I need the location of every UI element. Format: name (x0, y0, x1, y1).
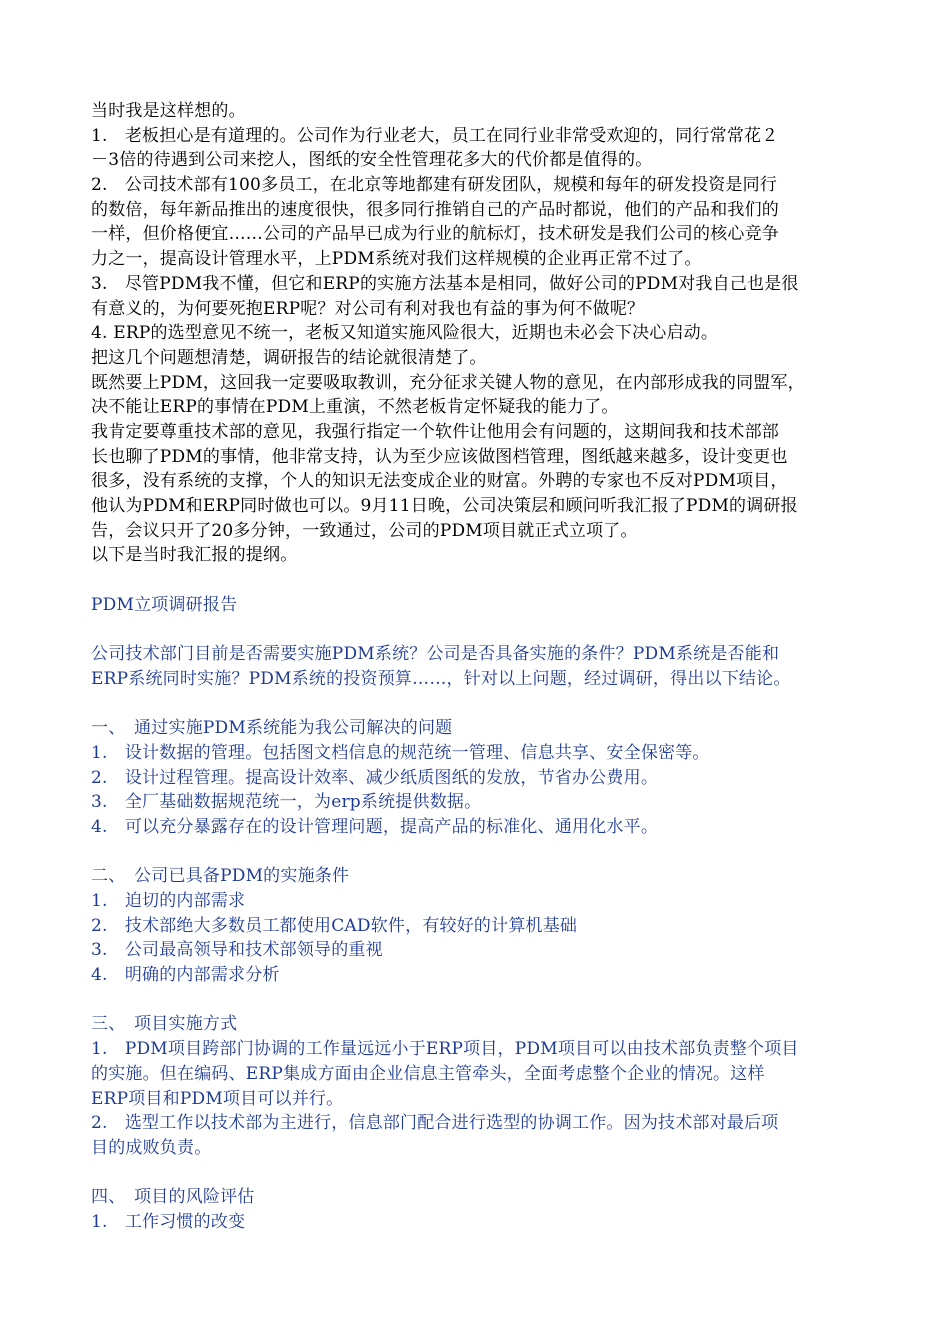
paragraph-line: 当时我是这样想的。 (91, 101, 246, 121)
section-conditions (91, 864, 861, 987)
report-summary (91, 642, 861, 691)
paragraph-line: 我肯定要尊重技术部的意见，我强行指定一个软件让他用会有问题的，这期间我和技术部部 (91, 421, 779, 442)
summary-line: 公司技术部门目前是否需要实施PDM系统？公司是否具备实施的条件？PDM系统是否能和 (91, 644, 780, 665)
spacer (91, 617, 861, 642)
paragraph-line: 2. 公司技术部有100多员工，在北京等地都建有研发团队，规模和每年的研发投资是同行 (91, 175, 778, 196)
paragraph-line: 一样，但价格便宜……公司的产品早已成为行业的航标灯，技术研发是我们公司的核心竞争 (91, 224, 779, 245)
list-item: 1. 工作习惯的改变 (91, 1211, 246, 1232)
spacer (91, 988, 861, 1013)
section-risk (91, 1185, 861, 1234)
list-item: 2. 选型工作以技术部为主进行，信息部门配合进行选型的协调工作。因为技术部对最后项 (91, 1113, 779, 1134)
list-item: 3. 全厂基础数据规范统一，为erp系统提供数据。 (91, 792, 482, 813)
list-item: 2. 设计过程管理。提高设计效率、减少纸质图纸的发放，节省办公费用。 (91, 767, 659, 788)
list-item: 1. PDM项目跨部门协调的工作量远远小于ERP项目，PDM项目可以由技术部负责整个项目 (91, 1039, 799, 1060)
section-implementation (91, 1012, 861, 1160)
section-problems (91, 716, 861, 839)
list-item: 4. 可以充分暴露存在的设计管理问题，提高产品的标准化、通用化水平。 (91, 816, 659, 837)
paragraph-line: －3倍的待遇到公司来挖人，图纸的安全性管理花多大的代价都是值得的。 (91, 150, 653, 171)
paragraph-line: 有意义的，为何要死抱ERP呢？对公司有利对我也有益的事为何不做呢？ (91, 298, 645, 319)
section-heading: 一、 通过实施PDM系统能为我公司解决的问题 (91, 718, 453, 739)
paragraph-line: 很多，没有系统的支撑，个人的知识无法变成企业的财富。外聘的专家也不反对PDM项目， (91, 471, 788, 492)
paragraph-line: 力之一，提高设计管理水平，上PDM系统对我们这样规模的企业再正常不过了。 (91, 249, 702, 270)
list-item: ERP项目和PDM项目可以并行。 (91, 1088, 344, 1109)
intro-block (91, 99, 861, 568)
paragraph-line: 既然要上PDM，这回我一定要吸取教训，充分征求关键人物的意见，在内部形成我的同盟军， (91, 372, 805, 393)
section-heading: 四、 项目的风险评估 (91, 1187, 255, 1208)
paragraph-line: 4. ERP的选型意见不统一，老板又知道实施风险很大，近期也未必会下决心启动。 (91, 323, 719, 344)
paragraph-line: 的数倍，每年新品推出的速度很快，很多同行推销自己的产品时都说，他们的产品和我们的 (91, 199, 779, 220)
paragraph-line: 3. 尽管PDM我不懂，但它和ERP的实施方法基本是相同，做好公司的PDM对我自己也是很 (91, 273, 799, 294)
spacer (91, 568, 861, 593)
paragraph-line: 决不能让ERP的事情在PDM上重演，不然老板肯定怀疑我的能力了。 (91, 397, 619, 418)
document-page (91, 99, 861, 1235)
paragraph-line: 把这几个问题想清楚，调研报告的结论就很清楚了。 (91, 347, 487, 368)
list-item: 3. 公司最高领导和技术部领导的重视 (91, 940, 383, 961)
list-item: 的实施。但在编码、ERP集成方面由企业信息主管牵头，全面考虑整个企业的情况。这样 (91, 1063, 765, 1084)
report-title: PDM立项调研报告 (91, 594, 238, 615)
summary-line: ERP系统同时实施？PDM系统的投资预算……，针对以上问题，经过调研，得出以下结论。 (91, 668, 791, 689)
paragraph-line: 告，会议只开了20多分钟，一致通过，公司的PDM项目就正式立项了。 (91, 520, 638, 541)
paragraph-line: 以下是当时我汇报的提纲。 (91, 545, 298, 566)
spacer (91, 692, 861, 717)
spacer (91, 840, 861, 865)
section-heading: 三、 项目实施方式 (91, 1014, 238, 1035)
list-item: 2. 技术部绝大多数员工都使用CAD软件，有较好的计算机基础 (91, 915, 578, 936)
section-heading: 二、 公司已具备PDM的实施条件 (91, 866, 350, 887)
list-item: 4. 明确的内部需求分析 (91, 965, 280, 986)
list-item: 目的成败负责。 (91, 1137, 212, 1158)
spacer (91, 1161, 861, 1186)
paragraph-line: 1. 老板担心是有道理的。公司作为行业老大，员工在同行业非常受欢迎的，同行常常花２ (91, 125, 779, 146)
list-item: 1. 设计数据的管理。包括图文档信息的规范统一管理、信息共享、安全保密等。 (91, 742, 710, 763)
list-item: 1. 迫切的内部需求 (91, 891, 246, 911)
paragraph-line: 长也聊了PDM的事情，他非常支持，认为至少应该做图档管理，图纸越来越多，设计变更也 (91, 446, 788, 467)
paragraph-line: 他认为PDM和ERP同时做也可以。9月11日晚，公司决策层和顾问听我汇报了PDM的调研报 (91, 496, 798, 516)
